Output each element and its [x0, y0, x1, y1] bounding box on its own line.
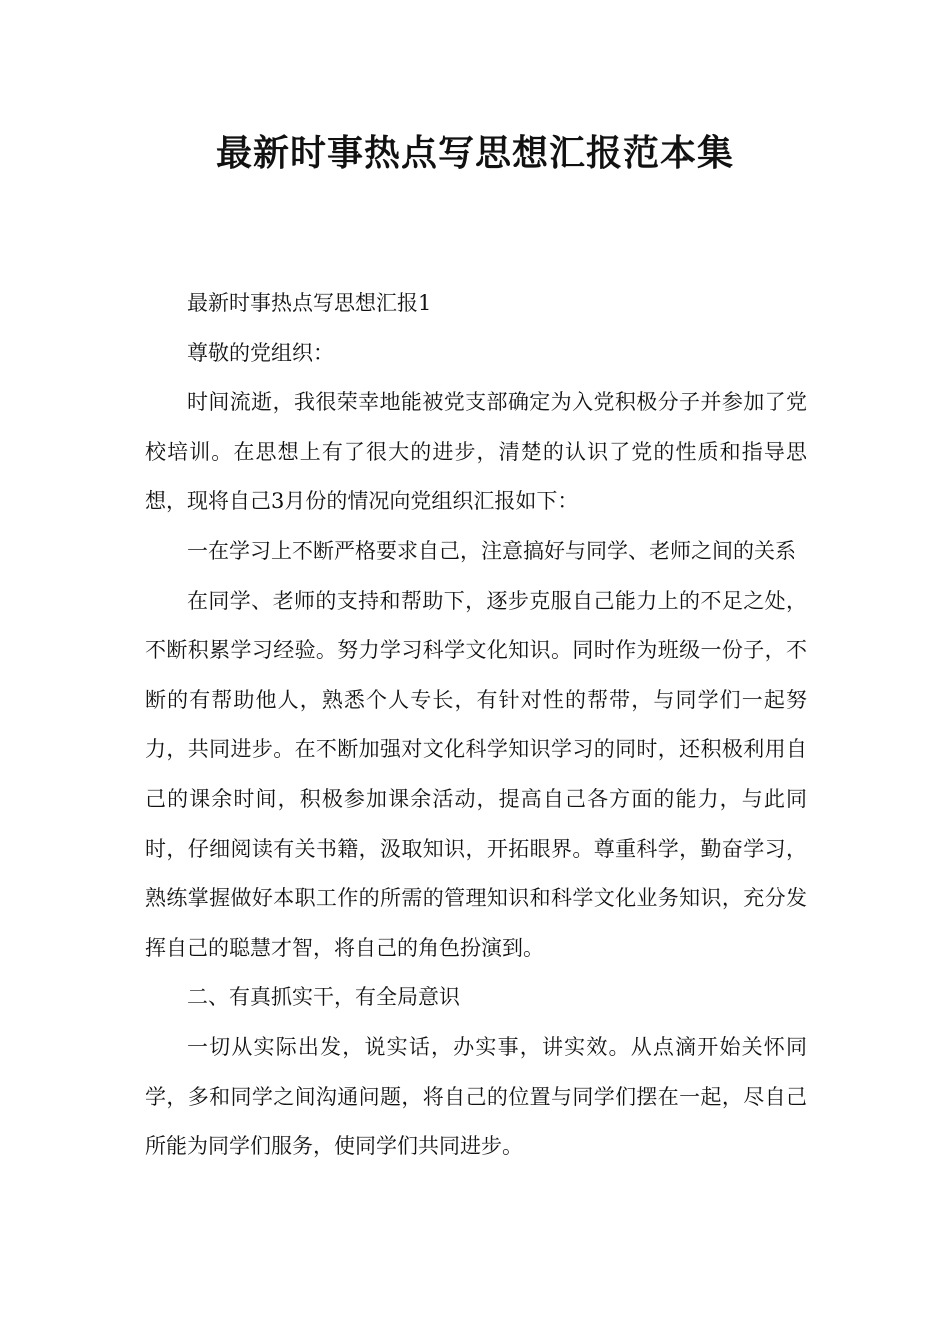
salutation: 尊敬的党组织： [187, 340, 334, 365]
paragraph-intro: 时间流逝，我很荣幸地能被党支部确定为入党积极分子并参加了党校培训。在思想上有了很大的进步，清楚的认识了党的性质和指导思想，现将自己3月份的情况向党组织汇报如下： [145, 390, 807, 514]
section-heading: 最新时事热点写思想汇报1 [187, 291, 432, 315]
document-body [145, 279, 807, 1172]
paragraph-point-one-heading: 一在学习上不断严格要求自己，注意搞好与同学、老师之间的关系 [187, 538, 796, 563]
paragraph-point-two-heading: 二、有真抓实干，有全局意识 [187, 985, 460, 1010]
paragraph-point-one-body: 在同学、老师的支持和帮助下，逐步克服自己能力上的不足之处，不断积累学习经验。努力学习科学文化知识。同时作为班级一份子，不断的有帮助他人，熟悉个人专长，有针对性的帮带，与同学们一起努力，共同进步。在不断加强对文化科学知识学习的同时，还积极利用自己的课余时间，积极参加课余活动，提高自己各方面的能力，与此同时，仔细阅读有关书籍，汲取知识，开拓眼界。尊重科学，勤奋学习，熟练掌握做好本职工作的所需的管理知识和科学文化业务知识，充分发挥自己的聪慧才智，将自己的角色扮演到。 [145, 588, 807, 960]
paragraph-point-two-body: 一切从实际出发，说实话，办实事，讲实效。从点滴开始关怀同学，多和同学之间沟通问题，将自己的位置与同学们摆在一起，尽自己所能为同学们服务，使同学们共同进步。 [145, 1034, 807, 1159]
document-title: 最新时事热点写思想汇报范本集 [215, 133, 734, 174]
